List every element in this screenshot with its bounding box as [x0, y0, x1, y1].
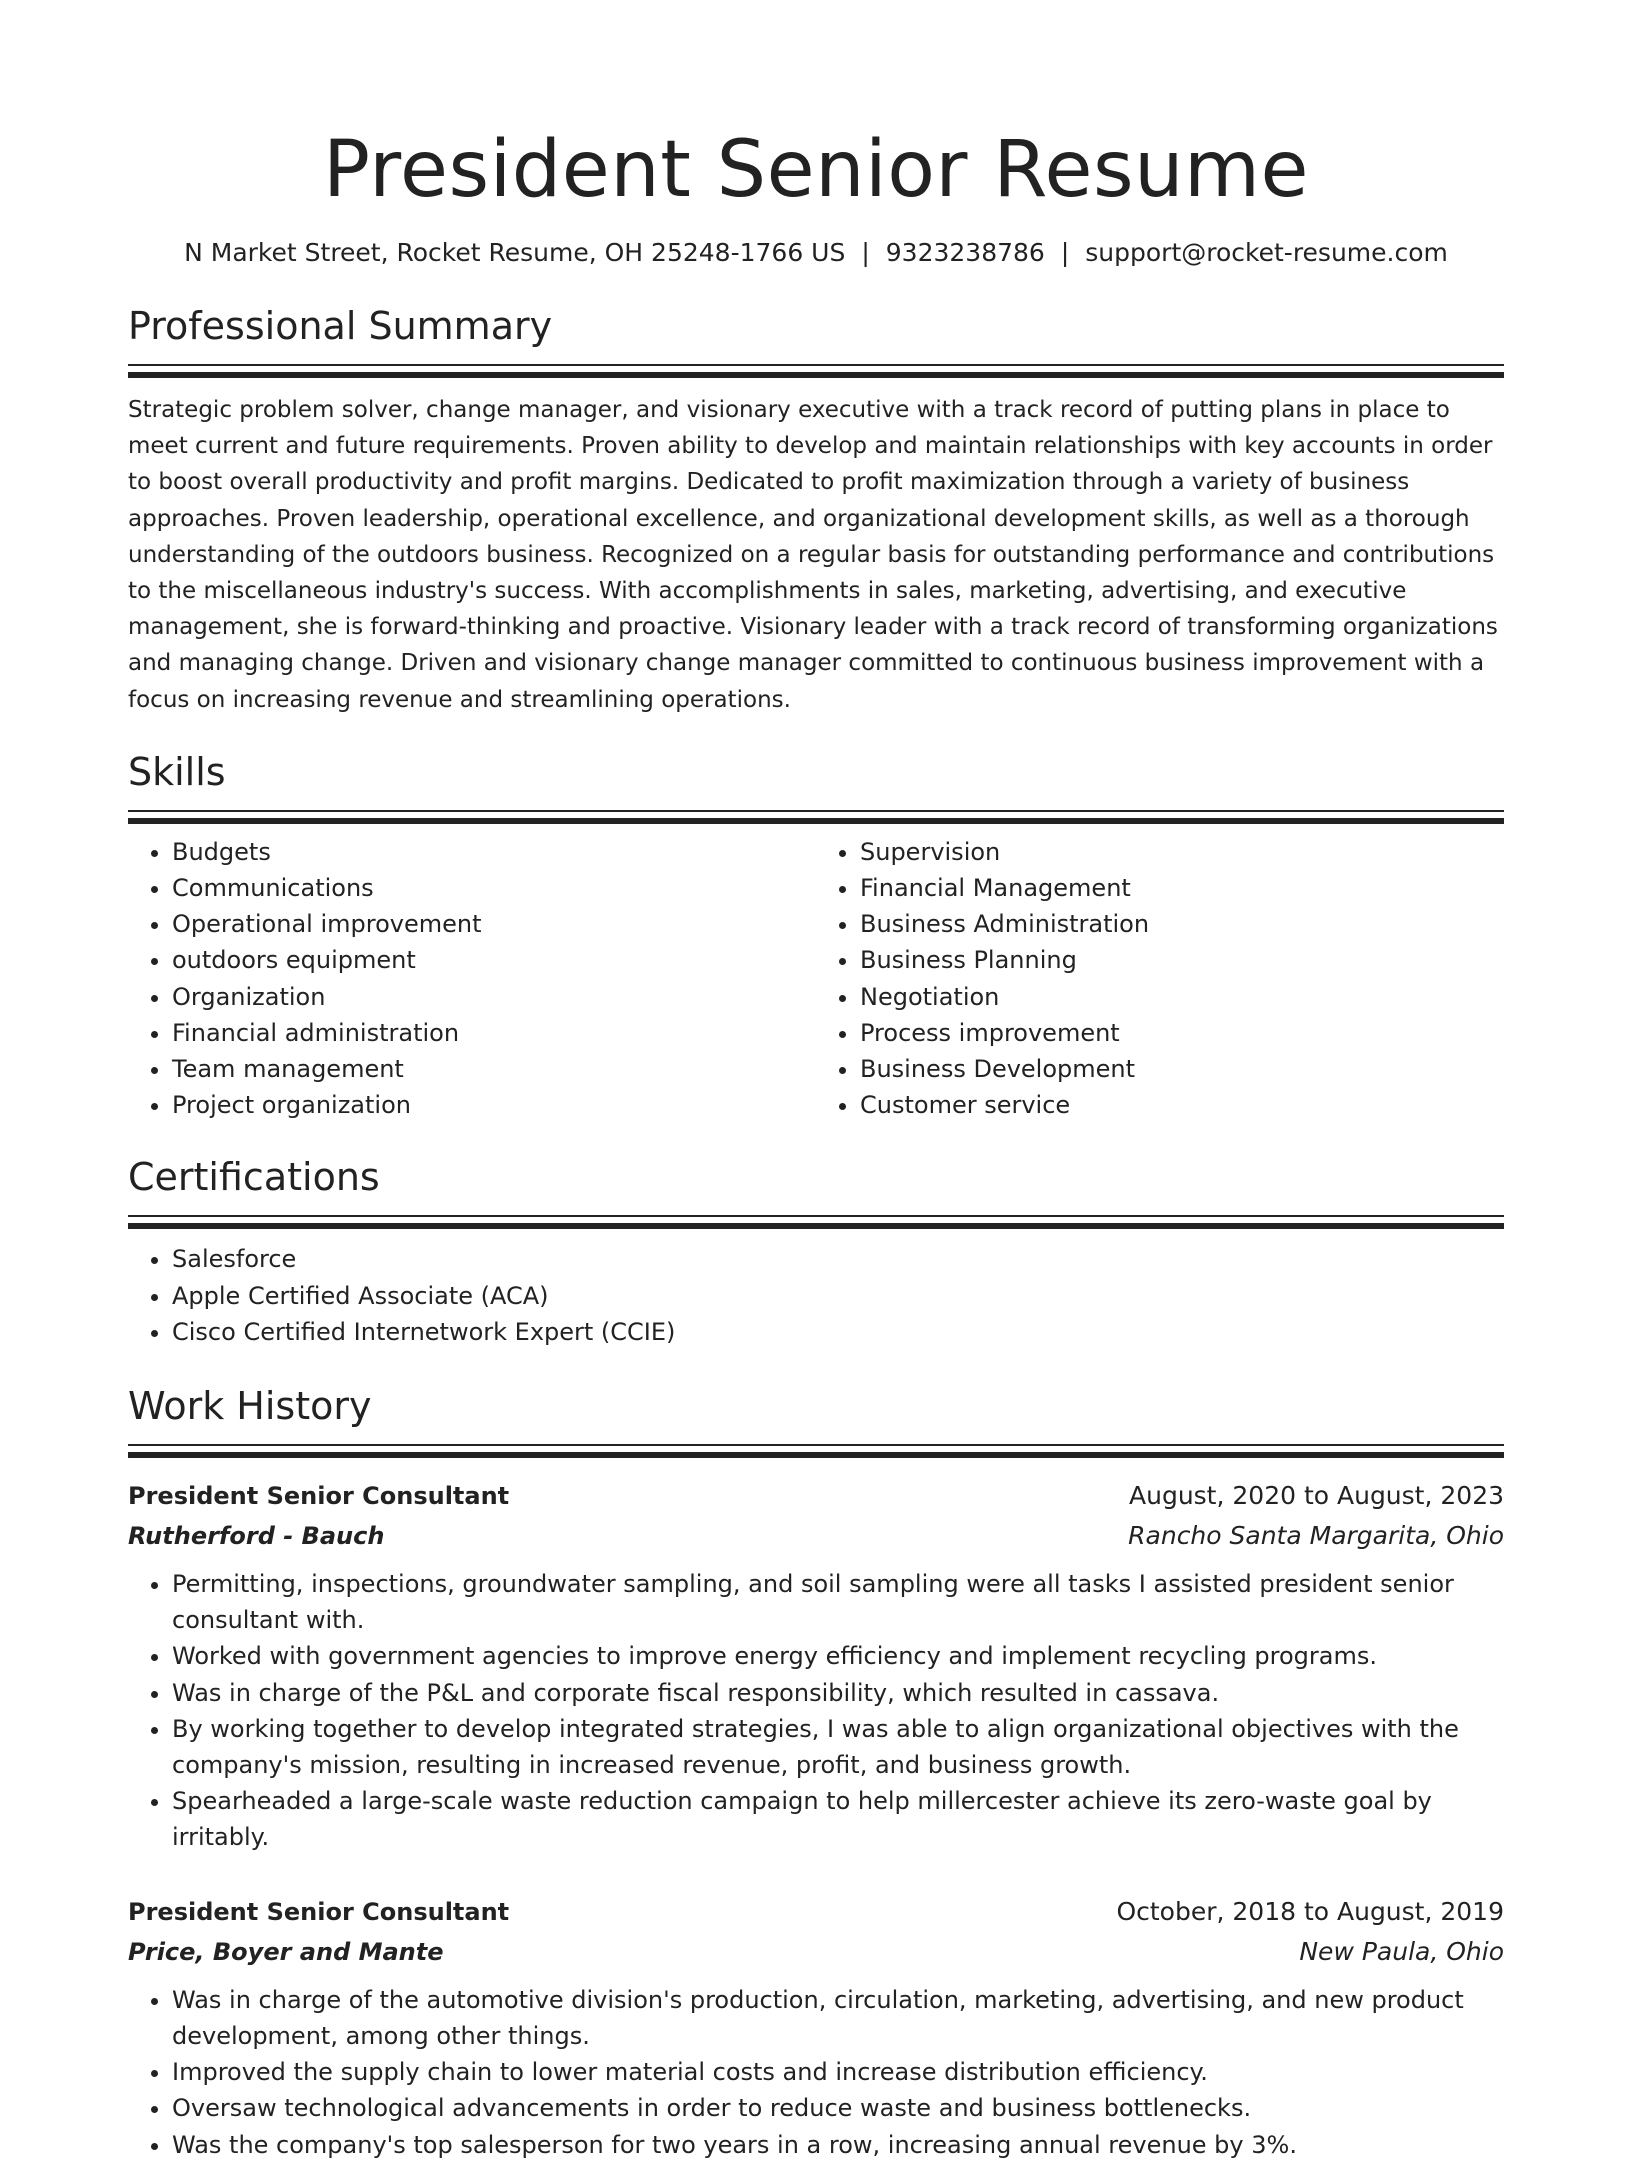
job-company: Rutherford - Bauch	[128, 1522, 385, 1551]
skill-item: • Process improvement	[860, 1015, 1504, 1051]
section-divider	[128, 810, 1504, 824]
job-bullet: • Spearheaded a large-scale waste reduction campaign to help millercester achieve its zero-waste goal by irritably.	[172, 1783, 1504, 1855]
skill-item: • Business Development	[860, 1051, 1504, 1087]
skill-item: • Operational improvement	[172, 906, 816, 942]
skills-columns	[128, 834, 1504, 1124]
certification-item: • Salesforce	[172, 1241, 1504, 1277]
section-divider	[128, 1444, 1504, 1458]
job-title: President Senior Consultant	[128, 1897, 510, 1926]
contact-separator: |	[861, 238, 870, 267]
resume-page	[128, 0, 1504, 2163]
contact-line	[128, 236, 1504, 270]
contact-separator: |	[1060, 238, 1070, 267]
skill-item: • Financial Management	[860, 870, 1504, 906]
job-dates: August, 2020 to August, 2023	[1129, 1481, 1504, 1511]
certifications-section	[128, 1151, 1504, 1350]
work-history-section	[128, 1380, 1504, 2163]
skill-item: • Business Planning	[860, 942, 1504, 978]
job-location: Rancho Santa Margarita, Ohio	[1128, 1521, 1504, 1551]
skill-item: • Business Administration	[860, 906, 1504, 942]
job-entry	[128, 1892, 1504, 2163]
summary-section	[128, 300, 1504, 718]
section-divider	[128, 1215, 1504, 1229]
job-bullet: • Improved the supply chain to lower material costs and increase distribution efficiency.	[172, 2054, 1504, 2090]
section-heading: Certifications	[128, 1155, 380, 1200]
skill-item: • Negotiation	[860, 979, 1504, 1015]
resume-title: President Senior Resume	[322, 125, 1310, 215]
skill-item: • outdoors equipment	[172, 942, 816, 978]
job-title: President Senior Consultant	[128, 1482, 510, 1511]
certification-item: • Cisco Certified Internetwork Expert (CCIE)	[172, 1314, 1504, 1350]
contact-phone: 9323238786	[885, 238, 1045, 267]
section-heading: Professional Summary	[128, 304, 553, 348]
section-heading: Skills	[128, 749, 226, 794]
job-bullet: • By working together to develop integrated strategies, I was able to align organizational objectives with the company's mission, resulting in increased revenue, profit, and business growth.	[172, 1711, 1504, 1783]
skill-item: • Project organization	[172, 1087, 816, 1123]
job-bullet: • Worked with government agencies to improve energy efficiency and implement recycling programs.	[172, 1638, 1504, 1674]
certifications-list	[128, 1241, 1504, 1350]
certification-item: • Apple Certified Associate (ACA)	[172, 1278, 1504, 1314]
skill-item: • Communications	[172, 870, 816, 906]
skill-item: • Supervision	[860, 834, 1504, 870]
job-bullet: • Permitting, inspections, groundwater sampling, and soil sampling were all tasks I assisted president senior consultant with.	[172, 1566, 1504, 1638]
skills-list-left	[128, 834, 816, 1124]
job-dates: October, 2018 to August, 2019	[1116, 1896, 1504, 1926]
skill-item: • Budgets	[172, 834, 816, 870]
job-company: Price, Boyer and Mante	[128, 1937, 444, 1966]
skill-item: • Team management	[172, 1051, 816, 1087]
job-bullet: • Was in charge of the P&L and corporate fiscal responsibility, which resulted in cassava.	[172, 1675, 1504, 1711]
contact-email: support@rocket-resume.com	[1085, 238, 1448, 267]
skill-item: • Customer service	[860, 1087, 1504, 1123]
section-divider	[128, 364, 1504, 378]
job-bullets	[128, 1566, 1504, 1856]
job-entry	[128, 1476, 1504, 1856]
job-location: New Paula, Ohio	[1299, 1936, 1504, 1966]
skills-list-right	[816, 834, 1504, 1124]
skill-item: • Financial administration	[172, 1015, 816, 1051]
section-heading: Work History	[128, 1384, 372, 1429]
job-bullet: • Was in charge of the automotive division's production, circulation, marketing, advertising, and new product development, among other things.	[172, 1982, 1504, 2054]
skills-section	[128, 746, 1504, 1124]
job-bullet: • Was the company's top salesperson for two years in a row, increasing annual revenue by 3%.	[172, 2127, 1504, 2163]
skill-item: • Organization	[172, 979, 816, 1015]
job-bullet: • Oversaw technological advancements in order to reduce waste and business bottlenecks.	[172, 2090, 1504, 2126]
summary-text: Strategic problem solver, change manager, and visionary executive with a track record of putting plans in place to meet current and future requirements. Proven ability to develop and maintain relationships with key accounts in order to boost overall productivity and profit margins. Dedicated to profit maximization through a variety of business approaches. Proven leadership, operational excellence, and organizational development skills, as well as a thorough understanding of the outdoors business. Recognized on a regular basis for outstanding performance and contributions to the miscellaneous industry's success. With accomplishments in sales, marketing, advertising, and executive management, she is forward-thinking and proactive. Visionary leader with a track record of transforming organizations and managing change. Driven and visionary change manager committed to continuous business improvement with a focus on increasing revenue and streamlining operations.	[128, 397, 1498, 713]
job-bullets	[128, 1982, 1504, 2163]
contact-address: N Market Street, Rocket Resume, OH 25248-1766 US	[184, 238, 846, 267]
